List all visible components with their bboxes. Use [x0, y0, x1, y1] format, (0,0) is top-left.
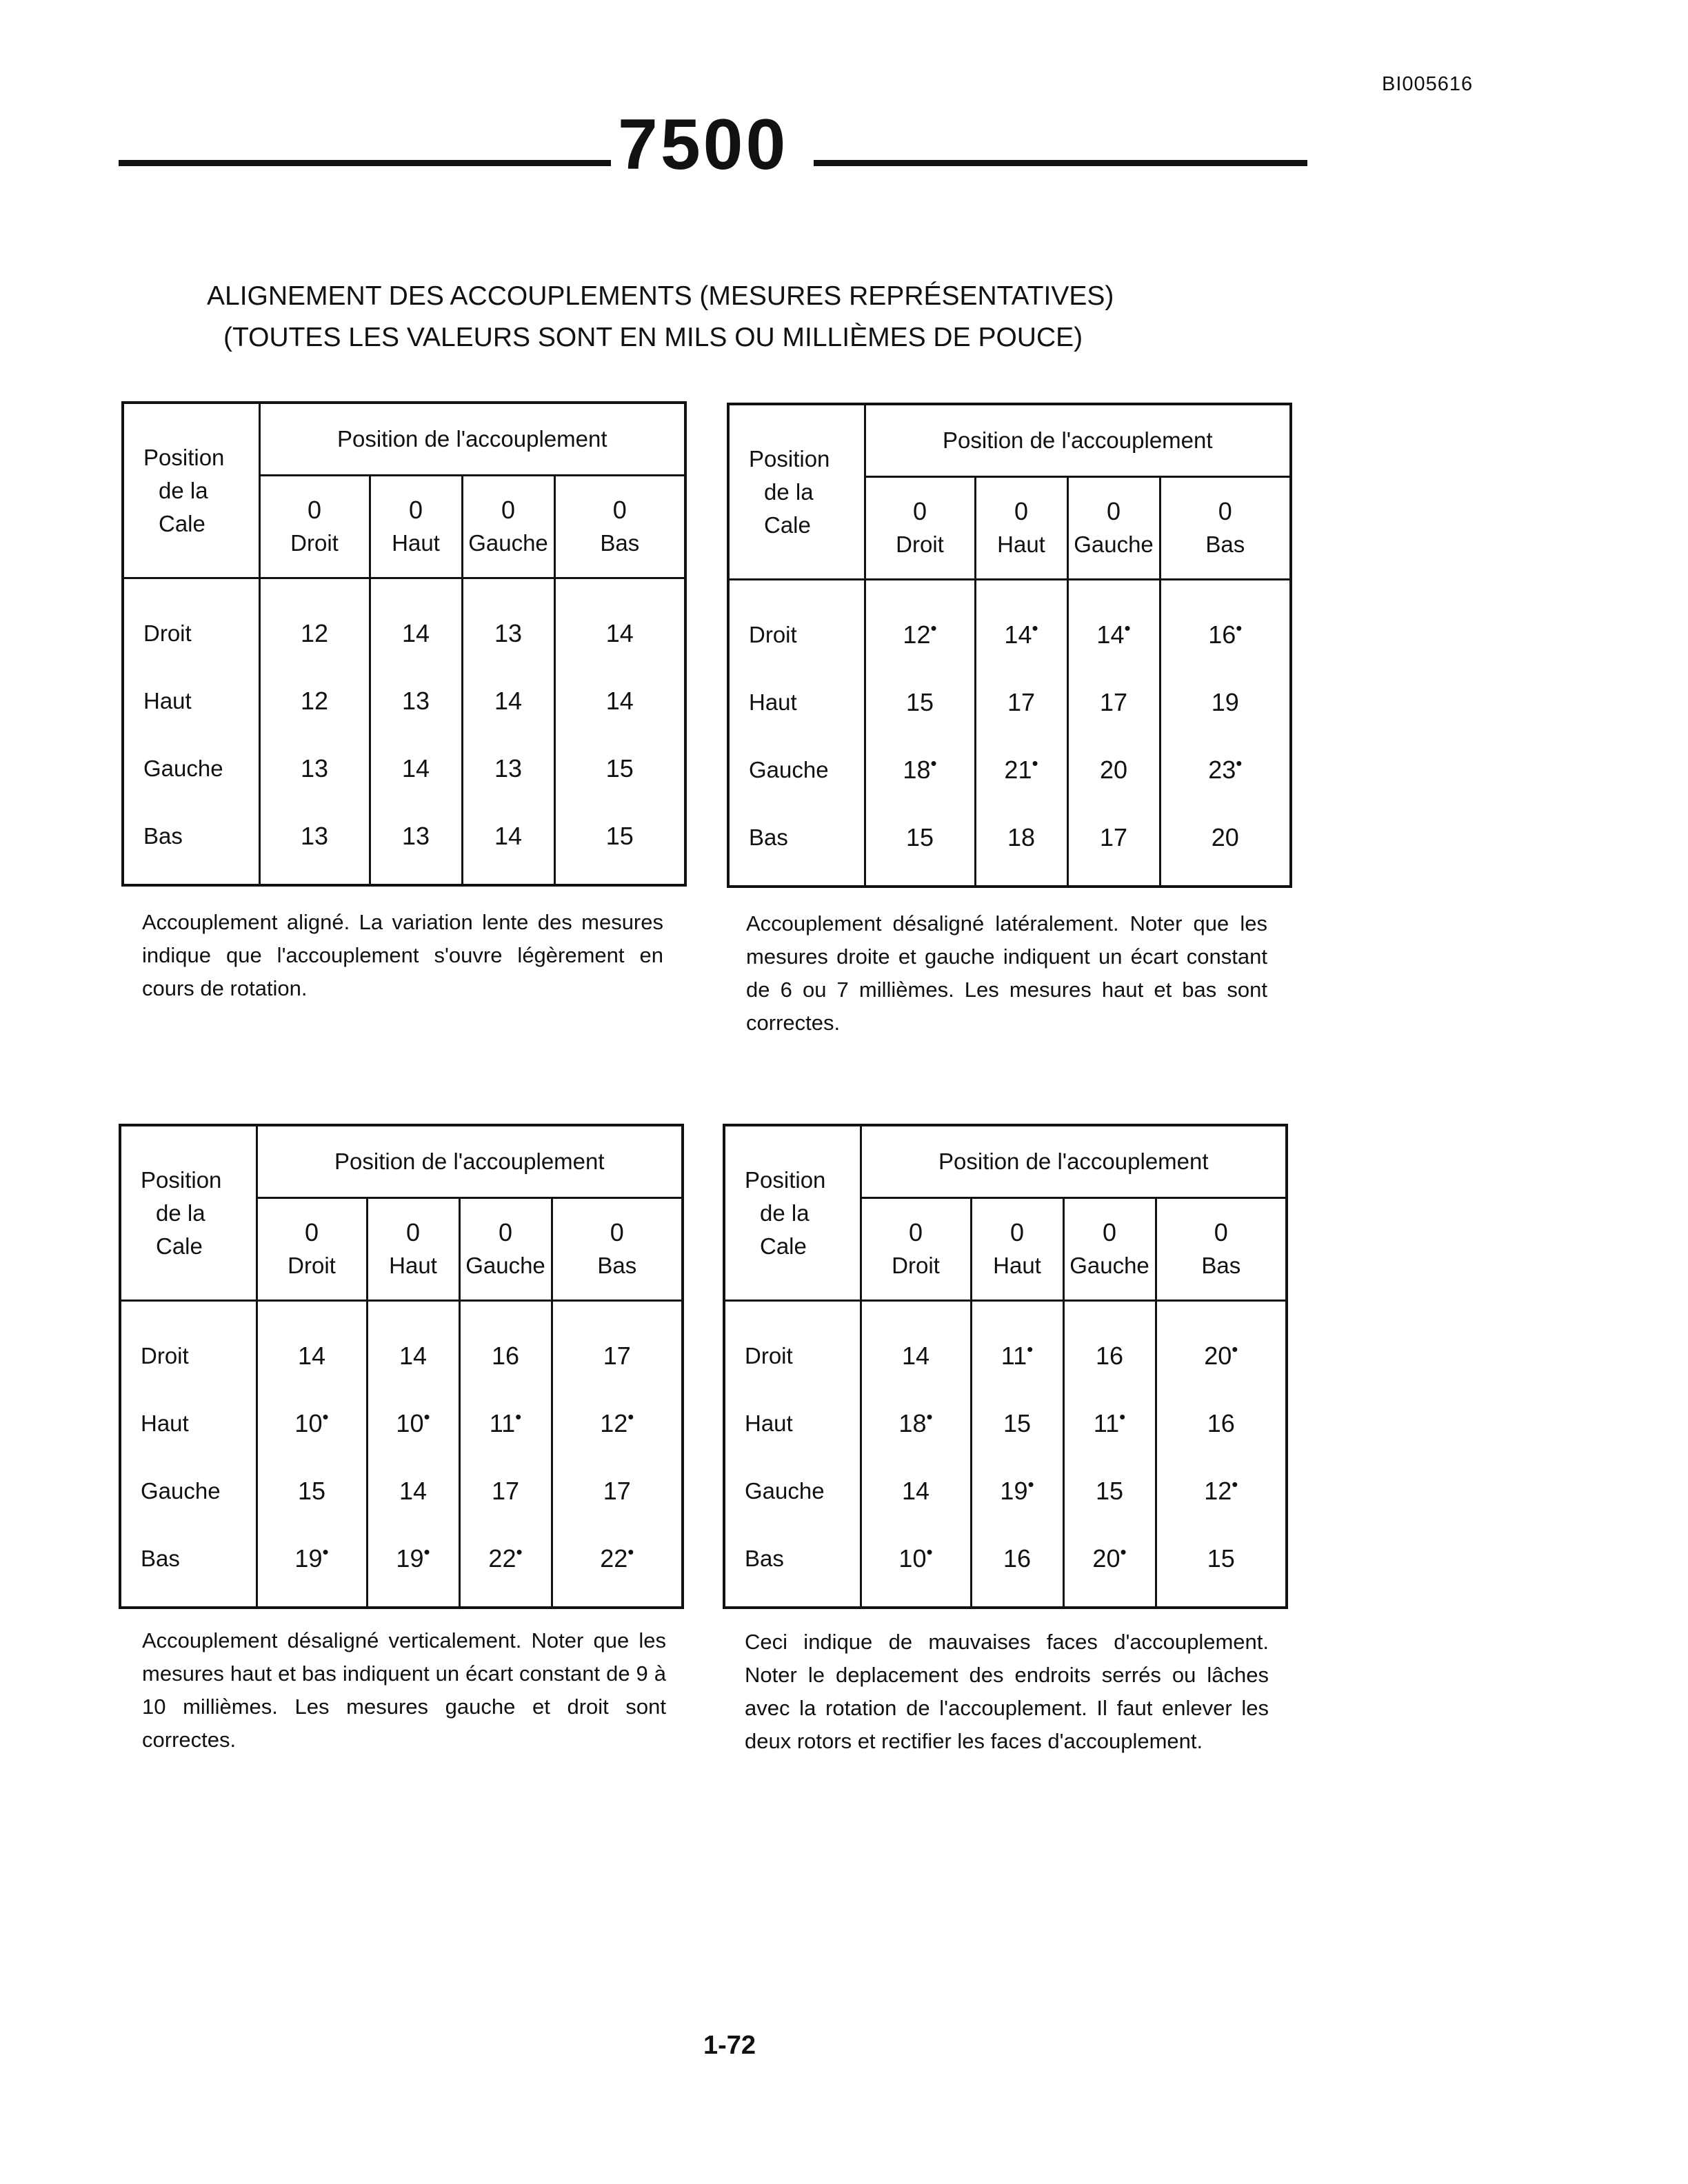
- table-row: [123, 578, 685, 668]
- measurement-cell: 16•: [1160, 580, 1291, 669]
- measurement-cell: 14: [367, 1301, 459, 1391]
- measurement-cell: 14: [462, 667, 554, 735]
- column-zero: 0: [1214, 1218, 1228, 1246]
- alignment-table-4: [723, 1124, 1288, 1609]
- row-label: Gauche: [724, 1457, 861, 1525]
- measurement-cell: 13: [259, 735, 370, 802]
- measurement-cell: 14: [370, 735, 462, 802]
- column-header: [1156, 1198, 1287, 1301]
- measurement-cell: 14: [367, 1457, 459, 1525]
- column-name: Droit: [288, 1253, 336, 1278]
- marked-value-indicator: •: [1236, 753, 1243, 774]
- column-name: Bas: [600, 530, 640, 556]
- position-cale-line: Cale: [159, 510, 205, 536]
- measurement-cell: 17: [1067, 804, 1160, 887]
- row-label: Droit: [120, 1301, 257, 1391]
- measurement-cell: 14: [554, 667, 685, 735]
- table-caption: Accouplement aligné. La variation lente des mesures indique que l'accouplement s'ouvre légèrement en cours de rotation.: [142, 910, 663, 1000]
- row-label: Droit: [724, 1301, 861, 1391]
- measurement-cell: 17: [1067, 669, 1160, 736]
- marked-value-indicator: •: [1027, 1339, 1034, 1359]
- position-cale-line: de la: [760, 1200, 810, 1226]
- column-name: Haut: [993, 1253, 1041, 1278]
- table-row: [724, 1390, 1287, 1457]
- column-name: Droit: [896, 532, 944, 557]
- position-cale-line: Position: [141, 1166, 222, 1193]
- column-header: [257, 1198, 367, 1301]
- coupling-position-header: Position de l'accouplement: [861, 1125, 1287, 1198]
- row-label: Haut: [120, 1390, 257, 1457]
- measurement-cell: 13: [462, 578, 554, 668]
- position-cale-line: Cale: [760, 1233, 807, 1259]
- column-name: Bas: [1201, 1253, 1241, 1278]
- position-cale-header: [728, 404, 865, 580]
- measurement-cell: 13: [259, 802, 370, 885]
- measurement-cell: 20•: [1156, 1301, 1287, 1391]
- marked-value-indicator: •: [627, 1541, 634, 1562]
- measurement-cell: 13: [462, 735, 554, 802]
- column-name: Haut: [997, 532, 1045, 557]
- title-rule-right: [814, 160, 1307, 166]
- table-row: [728, 804, 1291, 887]
- measurement-cell: 19•: [971, 1457, 1063, 1525]
- measurement-cell: 12: [259, 667, 370, 735]
- measurement-cell: 18: [975, 804, 1067, 887]
- table-row: [123, 735, 685, 802]
- measurement-cell: 15: [1156, 1525, 1287, 1608]
- row-label: Bas: [724, 1525, 861, 1608]
- page-number: 1-72: [703, 2031, 756, 2060]
- column-zero: 0: [610, 1218, 624, 1246]
- marked-value-indicator: •: [1032, 753, 1038, 774]
- table-row: [728, 669, 1291, 736]
- marked-value-indicator: •: [322, 1541, 329, 1562]
- position-cale-header: [724, 1125, 861, 1301]
- table-row: [123, 667, 685, 735]
- row-label: Haut: [728, 669, 865, 736]
- column-zero: 0: [908, 1218, 923, 1246]
- coupling-position-header: Position de l'accouplement: [259, 403, 685, 476]
- column-zero: 0: [501, 496, 516, 524]
- column-header: [459, 1198, 552, 1301]
- measurement-cell: 17: [552, 1457, 683, 1525]
- marked-value-indicator: •: [1124, 618, 1131, 638]
- measurement-cell: 10•: [257, 1390, 367, 1457]
- column-header: [1063, 1198, 1156, 1301]
- measurement-cell: 17: [552, 1301, 683, 1391]
- measurement-cell: 20: [1160, 804, 1291, 887]
- measurement-cell: 14•: [975, 580, 1067, 669]
- table-row: [120, 1301, 683, 1391]
- row-label: Gauche: [728, 736, 865, 804]
- column-zero: 0: [408, 496, 423, 524]
- measurement-cell: 15: [554, 735, 685, 802]
- column-name: Haut: [392, 530, 440, 556]
- measurement-cell: 20•: [1063, 1525, 1156, 1608]
- column-header: [975, 477, 1067, 580]
- marked-value-indicator: •: [423, 1406, 430, 1427]
- marked-value-indicator: •: [1236, 618, 1243, 638]
- measurement-cell: 15: [865, 804, 975, 887]
- position-cale-line: Cale: [156, 1233, 203, 1259]
- column-name: Droit: [892, 1253, 940, 1278]
- measurement-cell: 13: [370, 667, 462, 735]
- measurement-cell: 12•: [552, 1390, 683, 1457]
- column-name: Gauche: [1074, 532, 1154, 557]
- column-name: Haut: [389, 1253, 437, 1278]
- table-row: [724, 1457, 1287, 1525]
- column-header: [971, 1198, 1063, 1301]
- heading-line-1: ALIGNEMENT DES ACCOUPLEMENTS (MESURES REPRÉSENTATIVES): [207, 281, 1114, 311]
- measurement-cell: 12•: [865, 580, 975, 669]
- measurement-cell: 14: [257, 1301, 367, 1391]
- row-label: Haut: [724, 1390, 861, 1457]
- alignment-table-3: [119, 1124, 684, 1609]
- measurement-cell: 12•: [1156, 1457, 1287, 1525]
- measurement-cell: 11•: [459, 1390, 552, 1457]
- column-header: [1160, 477, 1291, 580]
- marked-value-indicator: •: [1032, 618, 1038, 638]
- position-cale-line: Position: [745, 1166, 826, 1193]
- measurement-cell: 22•: [459, 1525, 552, 1608]
- column-header: [865, 477, 975, 580]
- marked-value-indicator: •: [930, 618, 937, 638]
- marked-value-indicator: •: [515, 1406, 522, 1427]
- column-name: Bas: [1205, 532, 1245, 557]
- heading-line-2: (TOUTES LES VALEURS SONT EN MILS OU MILLIÈMES DE POUCE): [223, 323, 1083, 352]
- table-row: [728, 736, 1291, 804]
- position-cale-header: [123, 403, 259, 578]
- marked-value-indicator: •: [1232, 1339, 1238, 1359]
- column-zero: 0: [1102, 1218, 1117, 1246]
- row-label: Bas: [120, 1525, 257, 1608]
- row-label: Gauche: [120, 1457, 257, 1525]
- column-header: [462, 476, 554, 578]
- row-label: Droit: [728, 580, 865, 669]
- column-zero: 0: [912, 497, 927, 525]
- column-header: [552, 1198, 683, 1301]
- measurement-cell: 17: [975, 669, 1067, 736]
- alignment-table-2: [727, 403, 1292, 888]
- column-zero: 0: [612, 496, 627, 524]
- marked-value-indicator: •: [926, 1406, 933, 1427]
- table-row: [724, 1301, 1287, 1391]
- measurement-cell: 18•: [865, 736, 975, 804]
- column-zero: 0: [1106, 497, 1121, 525]
- column-name: Gauche: [468, 530, 548, 556]
- marked-value-indicator: •: [1119, 1406, 1126, 1427]
- table-row: [120, 1457, 683, 1525]
- measurement-cell: 15: [971, 1390, 1063, 1457]
- column-name: Gauche: [1069, 1253, 1149, 1278]
- measurement-cell: 12: [259, 578, 370, 668]
- measurement-cell: 16: [971, 1525, 1063, 1608]
- table-row: [123, 802, 685, 885]
- column-zero: 0: [1009, 1218, 1025, 1246]
- position-cale-line: de la: [156, 1200, 205, 1226]
- measurement-cell: 16: [1156, 1390, 1287, 1457]
- column-zero: 0: [1218, 497, 1232, 525]
- marked-value-indicator: •: [322, 1406, 329, 1427]
- measurement-cell: 19: [1160, 669, 1291, 736]
- measurement-cell: 17: [459, 1457, 552, 1525]
- measurement-cell: 18•: [861, 1390, 971, 1457]
- column-header: [367, 1198, 459, 1301]
- row-label: Droit: [123, 578, 259, 668]
- measurement-cell: 14: [861, 1301, 971, 1391]
- document-id: BI005616: [1382, 73, 1474, 95]
- position-cale-line: de la: [159, 477, 208, 503]
- position-cale-line: de la: [764, 478, 814, 505]
- measurement-cell: 23•: [1160, 736, 1291, 804]
- position-cale-line: Cale: [764, 512, 811, 538]
- marked-value-indicator: •: [516, 1541, 523, 1562]
- measurement-cell: 16: [1063, 1301, 1156, 1391]
- table-row: [728, 580, 1291, 669]
- row-label: Haut: [123, 667, 259, 735]
- column-zero: 0: [405, 1218, 421, 1246]
- table-caption: Ceci indique de mauvaises faces d'accouplement. Noter le deplacement des endroits serrés ou lâches avec la rotation de l'accouplement. Il faut enlever les deux rotors et rectifier les faces d'accouplement.: [745, 1630, 1269, 1753]
- measurement-cell: 21•: [975, 736, 1067, 804]
- alignment-table-1: [121, 401, 687, 887]
- table-row: [724, 1525, 1287, 1608]
- row-label: Bas: [123, 802, 259, 885]
- column-zero: 0: [1014, 497, 1029, 525]
- measurement-cell: 19•: [367, 1525, 459, 1608]
- measurement-cell: 15: [554, 802, 685, 885]
- measurement-cell: 11•: [971, 1301, 1063, 1391]
- table-row: [120, 1525, 683, 1608]
- measurement-cell: 14: [462, 802, 554, 885]
- column-zero: 0: [498, 1218, 513, 1246]
- marked-value-indicator: •: [930, 753, 937, 774]
- section-heading: [207, 276, 1241, 358]
- column-zero: 0: [304, 1218, 319, 1246]
- measurement-cell: 13: [370, 802, 462, 885]
- position-cale-line: Position: [749, 445, 830, 472]
- measurement-cell: 10•: [861, 1525, 971, 1608]
- marked-value-indicator: •: [1232, 1474, 1238, 1495]
- measurement-cell: 14: [861, 1457, 971, 1525]
- column-header: [259, 476, 370, 578]
- measurement-cell: 15: [865, 669, 975, 736]
- marked-value-indicator: •: [1027, 1474, 1034, 1495]
- position-cale-header: [120, 1125, 257, 1301]
- table-row: [120, 1390, 683, 1457]
- table-caption: Accouplement désaligné verticalement. Noter que les mesures haut et bas indiquent un écart constant de 9 à 10 millièmes. Les mesures gauche et droit sont correctes.: [142, 1628, 666, 1752]
- column-header: [1067, 477, 1160, 580]
- column-name: Bas: [597, 1253, 637, 1278]
- measurement-cell: 19•: [257, 1525, 367, 1608]
- column-name: Droit: [290, 530, 339, 556]
- column-zero: 0: [307, 496, 322, 524]
- marked-value-indicator: •: [1120, 1541, 1127, 1562]
- column-header: [554, 476, 685, 578]
- measurement-cell: 15: [1063, 1457, 1156, 1525]
- measurement-cell: 14: [554, 578, 685, 668]
- title-rule-left: [119, 160, 611, 166]
- measurement-cell: 16: [459, 1301, 552, 1391]
- coupling-position-header: Position de l'accouplement: [865, 404, 1291, 477]
- measurement-cell: 14: [370, 578, 462, 668]
- measurement-cell: 22•: [552, 1525, 683, 1608]
- column-header: [861, 1198, 971, 1301]
- column-header: [370, 476, 462, 578]
- row-label: Gauche: [123, 735, 259, 802]
- page-title: 7500: [618, 105, 789, 185]
- position-cale-line: Position: [143, 444, 225, 470]
- measurement-cell: 20: [1067, 736, 1160, 804]
- column-name: Gauche: [465, 1253, 545, 1278]
- marked-value-indicator: •: [627, 1406, 634, 1427]
- marked-value-indicator: •: [926, 1541, 933, 1562]
- coupling-position-header: Position de l'accouplement: [257, 1125, 683, 1198]
- measurement-cell: 14•: [1067, 580, 1160, 669]
- measurement-cell: 15: [257, 1457, 367, 1525]
- row-label: Bas: [728, 804, 865, 887]
- measurement-cell: 11•: [1063, 1390, 1156, 1457]
- table-caption: Accouplement désaligné latéralement. Noter que les mesures droite et gauche indiquent un écart constant de 6 ou 7 millièmes. Les mesures haut et bas sont correctes.: [746, 911, 1267, 1035]
- marked-value-indicator: •: [423, 1541, 430, 1562]
- measurement-cell: 10•: [367, 1390, 459, 1457]
